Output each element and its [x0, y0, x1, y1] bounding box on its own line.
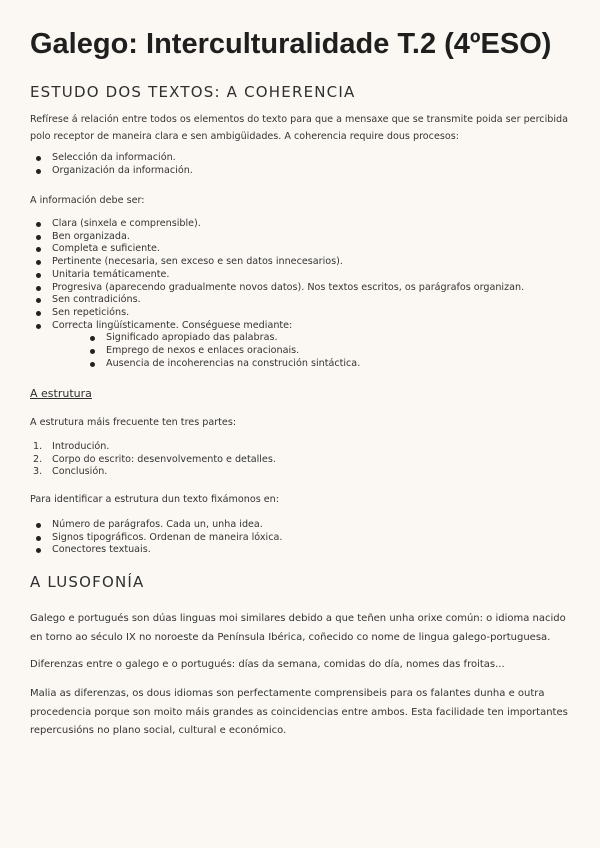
section-heading-lusofonia: A LUSOFONÍA — [30, 573, 145, 591]
sub-list-item: Significado apropiado das palabras. — [52, 332, 524, 345]
estrutura-intro: A estrutura máis frecuente ten tres partes: — [30, 417, 237, 428]
parts-list — [30, 441, 276, 479]
list-item: Conectores textuais. — [30, 544, 282, 557]
page-title: Galego: Interculturalidade T.2 (4ºESO) — [30, 28, 552, 60]
sub-list — [52, 332, 524, 370]
identify-label: Para identificar a estrutura dun texto fixámonos en: — [30, 494, 279, 505]
list-item: Pertinente (necesaria, sen exceso e sen datos innecesarios). — [30, 256, 524, 269]
processes-list — [30, 152, 193, 177]
list-item-text: Correcta lingüísticamente. Conséguese mediante: — [52, 319, 293, 331]
lusofonia-paragraph-3: Malia as diferenzas, os dous idiomas son perfectamente comprensibeis para os falantes dunha e outra procedencia porque son moito máis grandes as coincidencias entre ambos. Esta facilidade ten importantes repercusións no plano social, cultural e económico. — [30, 688, 568, 736]
list-item: Sen contradicións. — [30, 294, 524, 307]
list-item: Unitaria temáticamente. — [30, 269, 524, 282]
section-heading-coherencia: ESTUDO DOS TEXTOS: A COHERENCIA — [30, 83, 356, 101]
info-label: A información debe ser: — [30, 195, 145, 206]
coherencia-intro: Refírese á relación entre todos os elementos do texto para que a mensaxe que se transmite poida ser percibida polo receptor de maneira clara e sen ambigüidades. A coherencia require dous procesos: — [30, 114, 568, 142]
list-item — [30, 320, 524, 371]
list-item: Signos tipográficos. Ordenan de maneira lóxica. — [30, 532, 282, 545]
list-item: Completa e suficiente. — [30, 243, 524, 256]
list-item: Sen repeticións. — [30, 307, 524, 320]
lusofonia-paragraph-1: Galego e portugués son dúas linguas moi similares debido a que teñen unha orixe común: o idioma nacido en torno ao século IX no noroeste da Península Ibérica, coñecido co nome de lingua galego-portuguesa. — [30, 613, 566, 643]
list-item: Organización da información. — [30, 165, 193, 178]
sub-list-item: Emprego de nexos e enlaces oracionais. — [52, 345, 524, 358]
section-heading-estrutura: A estrutura — [30, 387, 92, 400]
numbered-item: 1. Introdución. — [33, 441, 110, 452]
numbered-item: 2. Corpo do escrito: desenvolvemento e detalles. — [33, 453, 276, 465]
list-item: Selección da información. — [30, 152, 193, 165]
qualities-list — [30, 218, 524, 370]
list-item: Progresiva (aparecendo gradualmente novos datos). Nos textos escritos, os parágrafos organizan. — [30, 282, 524, 295]
sub-list-item: Ausencia de incoherencias na construción sintáctica. — [52, 358, 524, 371]
list-item: Clara (sinxela e comprensible). — [30, 218, 524, 231]
lusofonia-paragraph-2: Diferenzas entre o galego e o portugués: días da semana, comidas do día, nomes das froitas... — [30, 659, 505, 670]
numbered-item: 3. Conclusión. — [33, 466, 108, 478]
list-item: Número de parágrafos. Cada un, unha idea. — [30, 519, 282, 532]
cues-list — [30, 519, 282, 557]
list-item: Ben organizada. — [30, 231, 524, 244]
